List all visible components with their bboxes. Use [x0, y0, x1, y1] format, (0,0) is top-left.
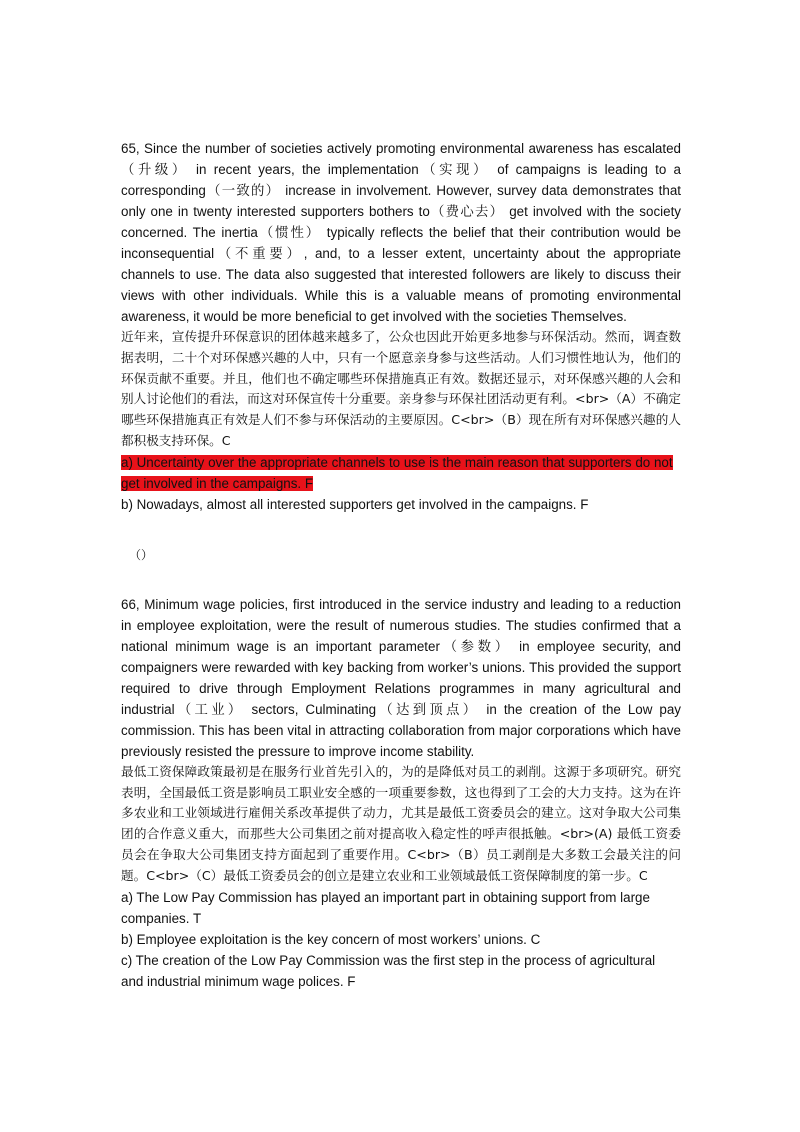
q66-option-c: c) The creation of the Low Pay Commission was the first step in the process of agricultural and industrial minimum wage polices. F	[121, 952, 656, 989]
highlighted-text: a) Uncertainty over the appropriate channels to use is the main reason that supporters do not get involved in the campaigns. F	[121, 454, 673, 491]
q65-option-a	[121, 452, 681, 494]
q66-passage: 66, Minimum wage policies, first introduced in the service industry and leading to a reduction in employee exploitation, were the result of numerous studies. The studies confirmed that a national minimum wage is an important parameter（参数） in employee security, and compaigners were rewarded with key backing from worker’s unions. This provided the support required to drive through Employment Relations programmes in many agricultural and industrial（工业） sectors, Culminating（达到顶点） in the creation of the Low pay commission. This has been vital in attracting collaboration from major corporations which have previously resisted the pressure to improve income stability.	[121, 596, 681, 759]
q65-passage: 65, Since the number of societies actively promoting environmental awareness has escalated（升级） in recent years, the implementation（实现） of campaigns is leading to a corresponding（一致的） increase in involvement. However, survey data demonstrates that only one in twenty interested supporters bothers to（费心去） get involved with the society concerned. The inertia（惯性） typically reflects the belief that their contribution would be inconsequential（不重要）, and, to a lesser extent, uncertainty about the appropriate channels to use. The data also suggested that interested followers are likely to discuss their views with other individuals. While this is a valuable means of promoting environmental awareness, it would be more beneficial to get involved with the societies Themselves.	[121, 141, 681, 324]
document-page	[121, 138, 681, 992]
q66-option-b: b) Employee exploitation is the key concern of most workers’ unions. C	[121, 931, 541, 947]
question-65	[121, 138, 681, 566]
q66-translation: 最低工资保障政策最初是在服务行业首先引入的，为的是降低对员工的剥削。这源于多项研究。研究表明，全国最低工资是影响员工职业安全感的一项重要参数，这也得到了工会的大力支持。这为在许多农业和工业领域进行雇佣关系改革提供了动力，尤其是最低工资委员会的建立。这对争取大公司集团的合作意义重大，而那些大公司集团之前对提高收入稳定性的呼声很抵触。<br>(A) 最低工资委员会在争取大公司集团支持方面起到了重要作用。C<br>（B）员工剥削是大多数工会最关注的问题。C<br>（C）最低工资委员会的创立是建立农业和工业领域最低工资保障制度的第一步。C	[121, 763, 681, 883]
q66-option-a: a) The Low Pay Commission has played an important part in obtaining support from large companies. T	[121, 889, 650, 926]
q65-translation: 近年来，宣传提升环保意识的团体越来越多了，公众也因此开始更多地参与环保活动。然而，调查数据表明，二十个对环保感兴趣的人中，只有一个愿意亲身参与这些活动。人们习惯性地认为，他们的环保贡献不重要。并且，他们也不确定哪些环保措施真正有效。数据还显示，对环保感兴趣的人会和别人讨论他们的看法，而这对环保宣传十分重要。亲身参与环保社团活动更有利。<br>（A）不确定哪些环保措施真正有效是人们不参与环保活动的主要原因。C<br>（B）现在所有对环保感兴趣的人都积极支持环保。C	[121, 329, 681, 448]
q65-option-b: b) Nowadays, almost all interested supporters get involved in the campaigns. F	[121, 496, 589, 512]
blank-parentheses: （）	[129, 547, 154, 562]
question-66	[121, 594, 681, 992]
